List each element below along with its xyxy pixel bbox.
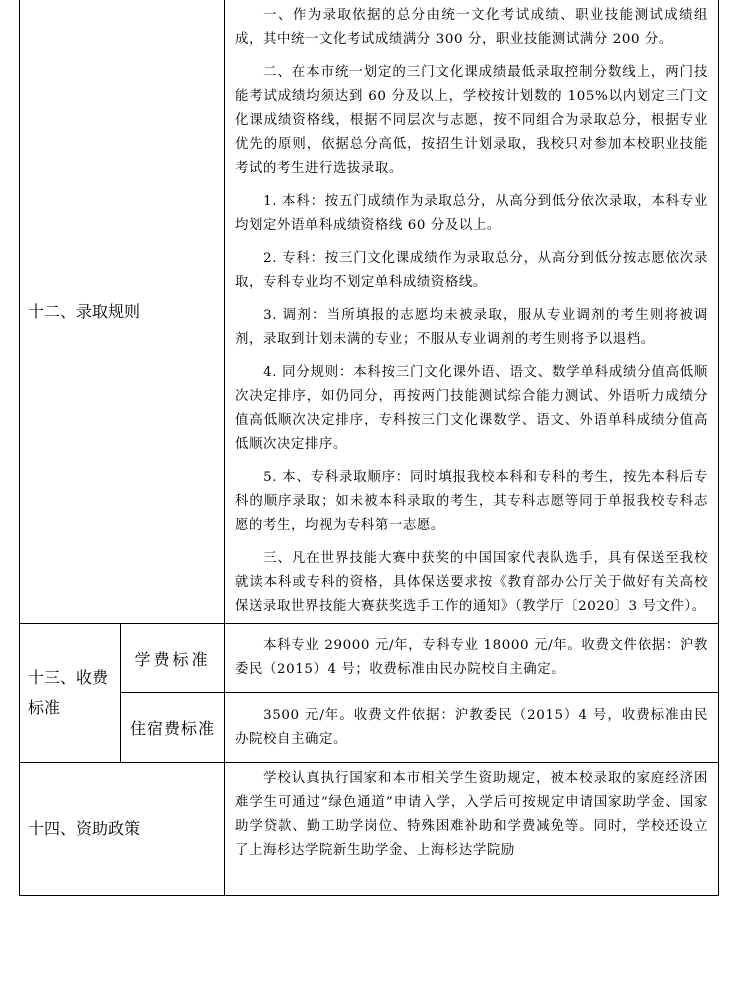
section-13-label: 十三、收费标准 (20, 624, 121, 763)
section-14-content (225, 763, 719, 896)
paragraph: 3500 元/年。收费文件依据：沪教委民（2015）4 号，收费标准由民办院校自主确定。 (235, 707, 709, 747)
paragraph: 2. 专科：按三门文化课成绩作为录取总分，从高分到低分按志愿依次录取，专科专业均不划定单科成绩资格线。 (235, 251, 709, 290)
section-13-row-accommodation (20, 693, 719, 763)
paragraph: 一、作为录取依据的总分由统一文化考试成绩、职业技能测试成绩组成，其中统一文化考试成绩满分 300 分，职业技能测试满分 200 分。 (235, 8, 709, 47)
section-12-row (20, 0, 719, 624)
section-12-label: 十二、录取规则 (20, 0, 225, 624)
paragraph: 4. 同分规则：本科按三门文化课外语、语文、数学单科成绩分值高低顺次决定排序，如仍同分，再按两门技能测试综合能力测试、外语听力成绩分值高低顺次决定排序，专科按三门文化课数学、语文、外语单科成绩分值高低顺次决定排序。 (235, 365, 709, 452)
paragraph: 学校认真执行国家和本市相关学生资助规定，被本校录取的家庭经济困难学生可通过“绿色通道”申请入学，入学后可按规定申请国家助学金、国家助学贷款、勤工助学岗位、特殊困难补助和学费减免等。同时，学校还设立了上海杉达学院新生助学金、上海杉达学院励 (235, 771, 709, 858)
tuition-standard-label: 学费标准 (121, 624, 225, 693)
paragraph: 二、在本市统一划定的三门文化课成绩最低录取控制分数线上，两门技能考试成绩均须达到 60 分及以上，学校按计划数的 105%以内划定三门文化课成绩资格线，根据不同层次与志愿，按不同组合为录取总分，根据专业优先的原则，依据总分高低，按招生计划录取，我校只对参加本校职业技能考试的考生进行选拔录取。 (235, 65, 709, 176)
tuition-standard-text (225, 624, 719, 693)
paragraph: 本科专业 29000 元/年，专科专业 18000 元/年。收费文件依据：沪教委民（2015）4 号；收费标准由民办院校自主确定。 (235, 638, 709, 677)
section-12-content (225, 0, 719, 624)
paragraph: 三、凡在世界技能大赛中获奖的中国国家代表队选手，具有保送至我校就读本科或专科的资格，具体保送要求按《教育部办公厅关于做好有关高校保送录取世界技能大赛获奖选手工作的通知》（教学厅〔2020〕3 号文件）。 (235, 551, 709, 614)
paragraph: 1. 本科：按五门成绩作为录取总分，从高分到低分依次录取，本科专业均划定外语单科成绩资格线 60 分及以上。 (235, 194, 709, 233)
paragraph: 5. 本、专科录取顺序：同时填报我校本科和专科的考生，按先本科后专科的顺序录取；如未被本科录取的考生，其专科志愿等同于单报我校专科志愿的考生，均视为专科第一志愿。 (235, 470, 709, 533)
admission-policy-table (19, 0, 719, 896)
paragraph: 3. 调剂：当所填报的志愿均未被录取，服从专业调剂的考生则将被调剂，录取到计划未满的专业；不服从专业调剂的考生则将予以退档。 (235, 308, 709, 347)
accommodation-standard-text (225, 693, 719, 763)
accommodation-standard-label: 住宿费标准 (121, 693, 225, 763)
section-14-row (20, 763, 719, 896)
section-13-row-tuition (20, 624, 719, 693)
section-14-label: 十四、资助政策 (20, 763, 225, 896)
